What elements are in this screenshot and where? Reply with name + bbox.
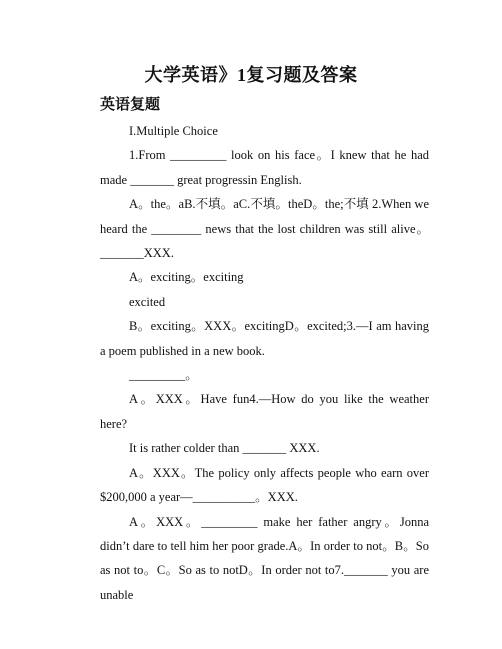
paragraph: 1.From _________ look on his face。I knew that he had made _______ great progressin English. (100, 148, 429, 187)
document-body (100, 119, 429, 607)
paragraph: I.Multiple Choice (129, 124, 218, 138)
paragraph: A。exciting。exciting (129, 270, 244, 285)
paragraph: B。exciting。XXX。excitingD。excited;3.—I am having a poem published in a new book. (100, 319, 429, 358)
paragraph: _________。 (129, 368, 198, 383)
section-heading: 英语复题 (100, 97, 161, 113)
paragraph: A。XXX。_________ make her father angry。Jonna didn’t dare to tell him her poor grade.A。In order to not。B。So as not to。C。So as to notD。In order not to7._______ you are unable (100, 514, 429, 602)
paragraph: A。the。aB.不填。aC.不填。theD。the;不填 2.When we heard the ________ news that the lost children was still alive。_______XXX. (100, 197, 429, 261)
paragraph: It is rather colder than _______ XXX. (129, 441, 320, 456)
document-title: 大学英语》1复习题及答案 (144, 65, 358, 85)
paragraph: A。XXX。Have fun4.—How do you like the weather here? (100, 392, 429, 431)
paragraph: A。XXX。The policy only affects people who earn over $200,000 a year—__________。XXX. (100, 465, 429, 505)
paragraph: excited (129, 294, 166, 309)
